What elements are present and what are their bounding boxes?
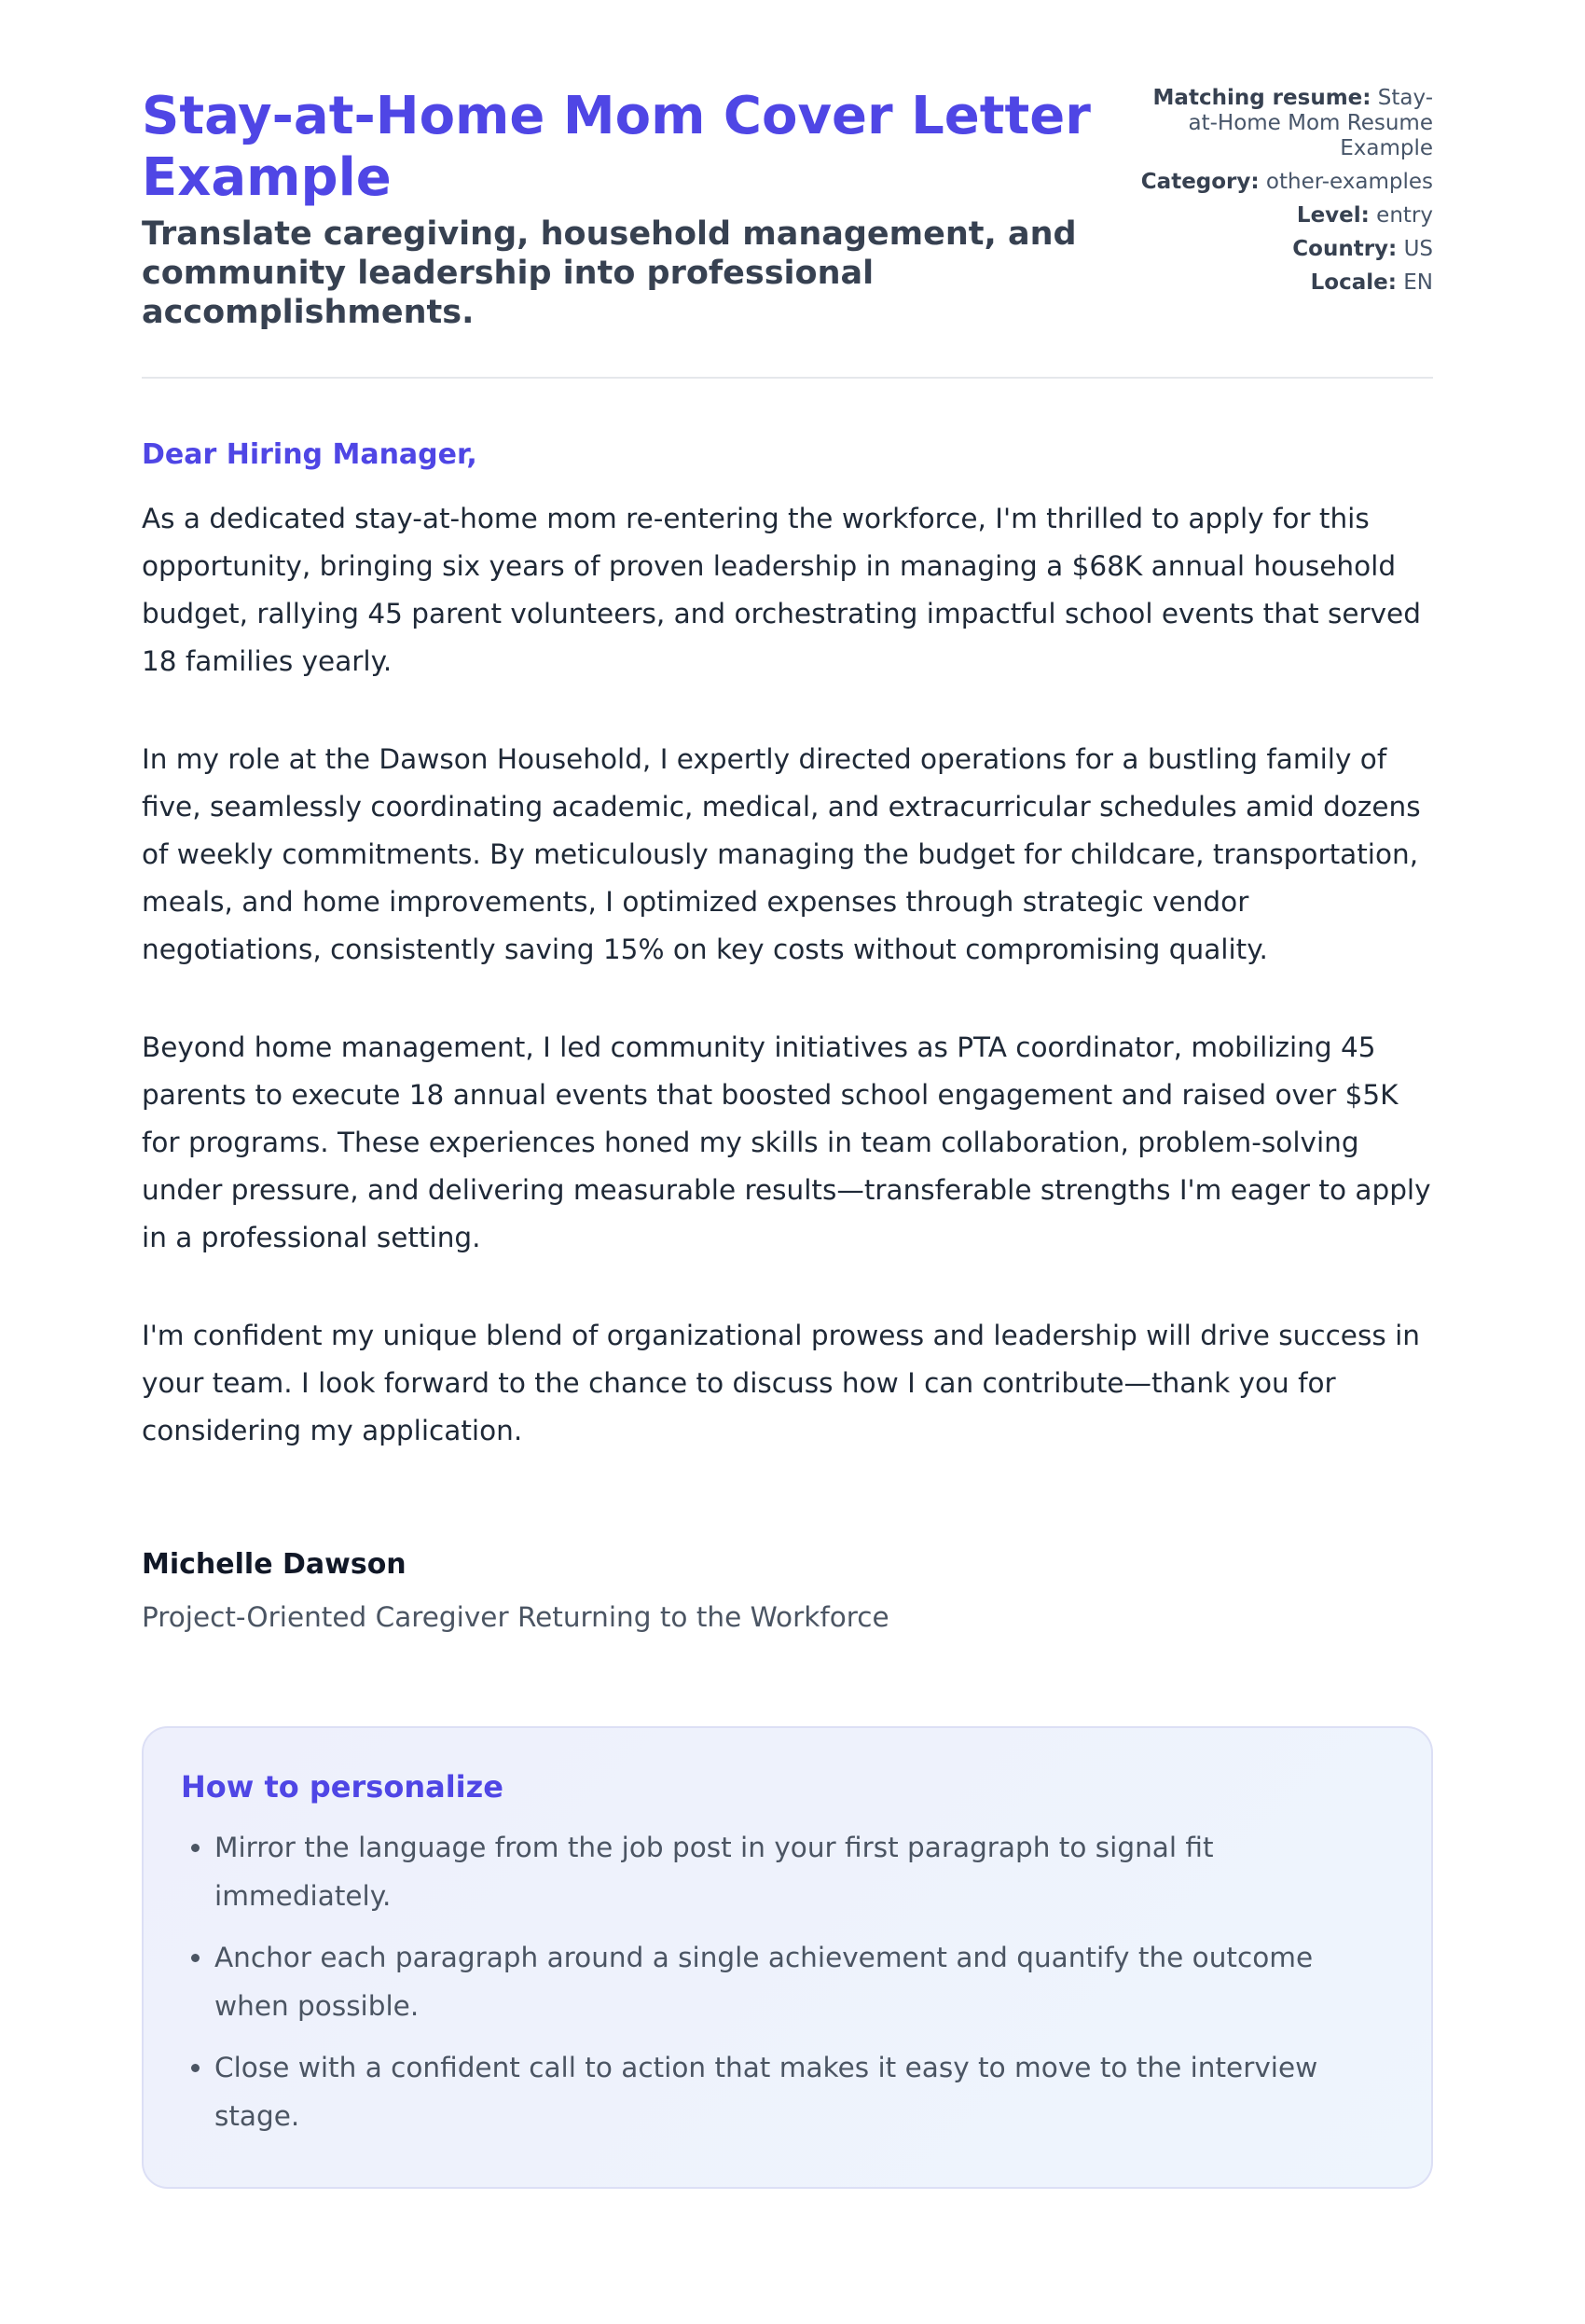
page-subtitle: Translate caregiving, household management, and community leadership into professional accomplishments. bbox=[142, 215, 1077, 331]
letter-paragraph: I'm confident my unique blend of organizational prowess and leadership will drive success in your team. I look forward to the chance to discuss how I can contribute—thank you for considering my application. bbox=[142, 1320, 1420, 1446]
tips-heading: How to personalize bbox=[181, 1769, 503, 1805]
signature-name: Michelle Dawson bbox=[142, 1548, 407, 1581]
signature-title: Project-Oriented Caregiver Returning to the Workforce bbox=[142, 1601, 889, 1633]
page-header bbox=[142, 0, 1433, 379]
tip-item: • Anchor each paragraph around a single achievement and quantify the outcome when possible. bbox=[214, 1933, 1394, 2030]
meta-matching-resume: Matching resume: Stay-at-Home Mom Resume Example bbox=[1152, 86, 1433, 160]
letter-paragraph: Beyond home management, I led community initiatives as PTA coordinator, mobilizing 45 parents to execute 18 annual events that boosted school engagement and raised over $5K for programs. These experiences honed my skills in team collaboration, problem-solving under pressure, and delivering measurable results—transferable strengths I'm eager to apply in a professional setting. bbox=[142, 1031, 1431, 1253]
personalize-tips-box bbox=[142, 1726, 1433, 2189]
meta-country: Country: US bbox=[1292, 237, 1433, 261]
letter-greeting: Dear Hiring Manager, bbox=[142, 438, 477, 471]
tip-item: • Mirror the language from the job post in your first paragraph to signal fit immediately. bbox=[214, 1823, 1394, 1920]
meta-panel bbox=[1135, 86, 1433, 332]
cover-letter-page bbox=[142, 0, 1433, 2189]
letter-paragraph: As a dedicated stay-at-home mom re-entering the workforce, I'm thrilled to apply for this opportunity, bringing six years of proven leadership in managing a $68K annual household budget, rallying 45 parent volunteers, and orchestrating impactful school events that served 18 families yearly. bbox=[142, 503, 1421, 677]
letter-paragraph: In my role at the Dawson Household, I expertly directed operations for a bustling family of five, seamlessly coordinating academic, medical, and extracurricular schedules amid dozens of weekly commitments. By meticulously managing the budget for childcare, transportation, meals, and home improvements, I optimized expenses through strategic vendor negotiations, consistently saving 15% on key costs without compromising quality. bbox=[142, 743, 1421, 965]
tip-item: • Close with a confident call to action that makes it easy to move to the interview stage. bbox=[214, 2043, 1394, 2140]
page-title: Stay-at-Home Mom Cover Letter Example bbox=[142, 86, 1091, 208]
meta-locale: Locale: EN bbox=[1310, 270, 1433, 295]
meta-level: Level: entry bbox=[1296, 203, 1433, 228]
tips-list bbox=[181, 1823, 1394, 2140]
meta-category: Category: other-examples bbox=[1140, 170, 1433, 194]
